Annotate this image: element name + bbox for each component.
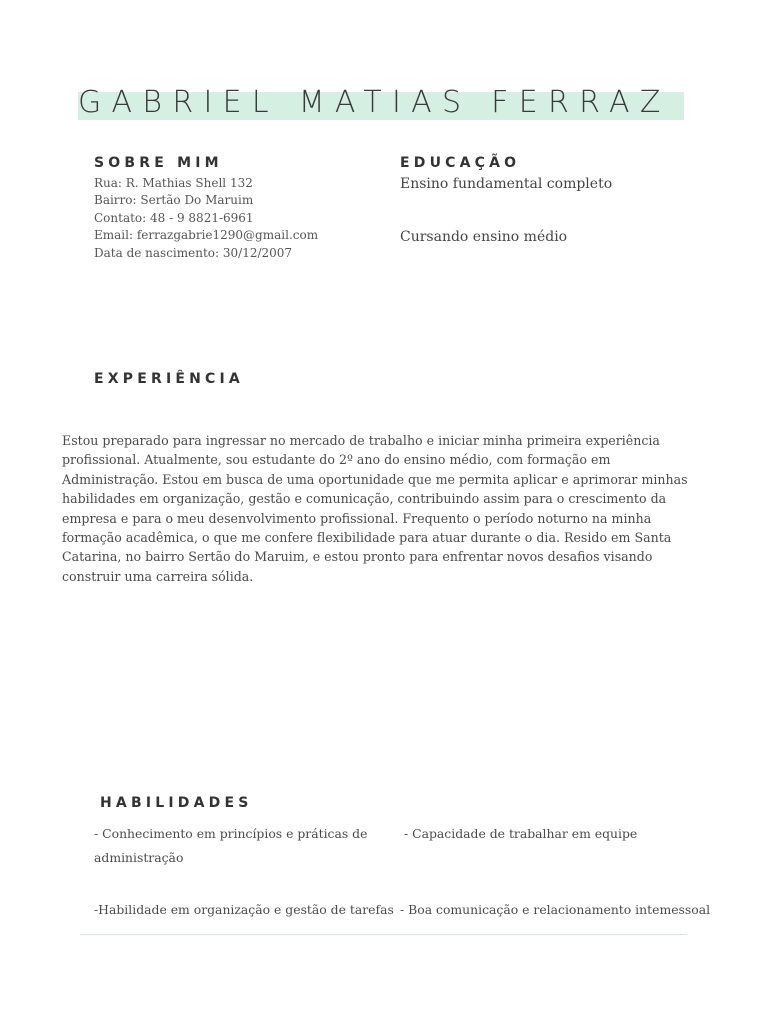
experience-heading: EXPERIÊNCIA [94,371,244,387]
education-item: Cursando ensino médio [400,229,568,245]
education-heading: EDUCAÇÃO [400,155,521,171]
bottom-divider [80,934,687,935]
birthdate-line: Data de nascimento: 30/12/2007 [94,245,293,260]
candidate-name: GABRIEL MATIAS FERRAZ [78,85,671,120]
skill-item: - Boa comunicação e relacionamento intemessoal [400,902,711,917]
address-line: Rua: R. Mathias Shell 132 [94,176,253,190]
email-line: Email: ferrazgabrie1290@gmail.com [94,228,319,243]
skills-heading: HABILIDADES [100,795,253,811]
contact-line: Contato: 48 - 9 8821-6961 [94,210,254,225]
skill-item: - Capacidade de trabalhar em equipe [404,826,638,841]
experience-paragraph: Estou preparado para ingressar no mercado de trabalho e iniciar minha primeira experiência profissional. Atualmente, sou estudante do 2º ano do ensino médio, com formação em Administração. Estou em busca de uma oportunidade que me permita aplicar e aprimorar minhas habilidades em organização, gestão e comunicação, contribuindo assim para o crescimento da empresa e para o meu desenvolvimento profissional. Frequento o período noturno na minha formação acadêmica, o que me confere flexibilidade para atuar durante o dia. Resido em Santa Catarina, no bairro Sertão do Maruim, e estou pronto para enfrentar novos desafios visando construir uma carreira sólida. [62,433,688,584]
skill-item: - Conhecimento em princípios e práticas de administração [94,826,368,865]
about-heading: SOBRE MIM [94,155,223,171]
neighborhood-line: Bairro: Sertão Do Maruim [94,193,254,208]
about-details [94,175,318,262]
education-item: Ensino fundamental completo [400,176,613,192]
skill-item: -Habilidade em organização e gestão de tarefas [94,902,394,917]
